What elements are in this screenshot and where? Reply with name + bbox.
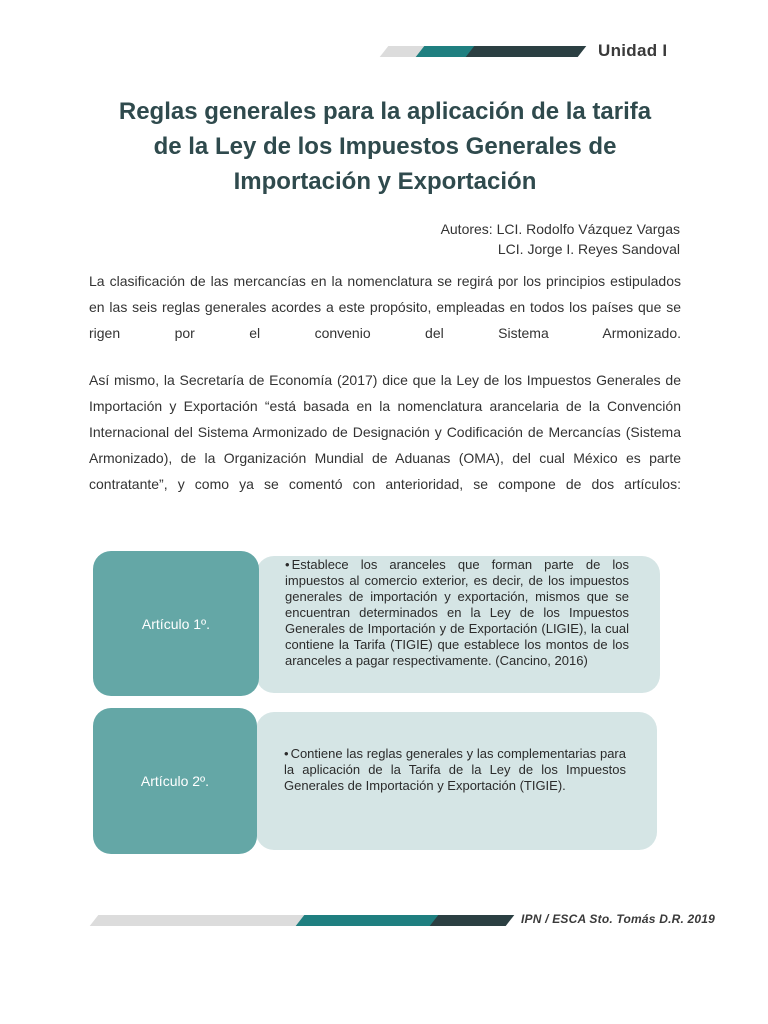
article-description	[285, 557, 629, 669]
footer-band-dark	[430, 915, 515, 926]
bullet-icon: •	[285, 557, 290, 572]
title-line: de la Ley de los Impuestos Generales de	[153, 133, 617, 160]
header-band-dark	[466, 46, 587, 57]
author-line: LCI. Jorge I. Reyes Sandoval	[497, 241, 680, 257]
article-label-box	[93, 708, 257, 854]
footer-band-grey	[90, 915, 315, 926]
bullet-icon: •	[284, 746, 289, 761]
article-description	[284, 746, 626, 794]
paragraph: Así mismo, la Secretaría de Economía (2017) dice que la Ley de los Impuestos Generales de Importación y Exportación “está basada en la nomenclatura arancelaria de la Convención Internacional del Sistema Armonizado de Designación y Codificación de Mercancías (Sistema Armonizado), de la Organización Mundial de Aduanas (OMA), del cual México es parte contratante”, y como ya se comentó con anterioridad, se compone de dos artículos:	[89, 372, 681, 492]
article-description-text: Establece los aranceles que forman parte de los impuestos al comercio exterior, es decir, de los impuestos generales de importación y exportación, mismos que se encuentran determinados en la Ley de los Impuestos Generales de Importación y de Exportación (LIGIE), la cual contiene la Tarifa (TIGIE) que establece los montos de los aranceles a pagar respectivamente. (Cancino, 2016)	[285, 557, 629, 668]
paragraph: La clasificación de las mercancías en la nomenclatura se regirá por los principios estipulados en las seis reglas generales acordes a este propósito, empleadas en todos los países que se rigen por el convenio del Sistema Armonizado.	[89, 273, 681, 341]
article-label-box	[93, 551, 259, 696]
article-description-text: Contiene las reglas generales y las complementarias para la aplicación de la Tarifa de la Ley de los Impuestos Generales de Importación y Exportación (TIGIE).	[284, 746, 626, 793]
article-label: Artículo 2º.	[140, 773, 210, 789]
footer-band-teal	[296, 915, 445, 926]
title-line: Reglas generales para la aplicación de la tarifa	[118, 98, 652, 125]
title-line: Importación y Exportación	[233, 168, 537, 195]
page-title	[60, 94, 710, 199]
author-line: Autores: LCI. Rodolfo Vázquez Vargas	[440, 221, 680, 237]
authors	[441, 219, 680, 259]
article-label: Artículo 1º.	[141, 615, 211, 632]
unit-label: Unidad I	[598, 41, 668, 60]
footer-label: IPN / ESCA Sto. Tomás D.R. 2019	[521, 912, 716, 926]
